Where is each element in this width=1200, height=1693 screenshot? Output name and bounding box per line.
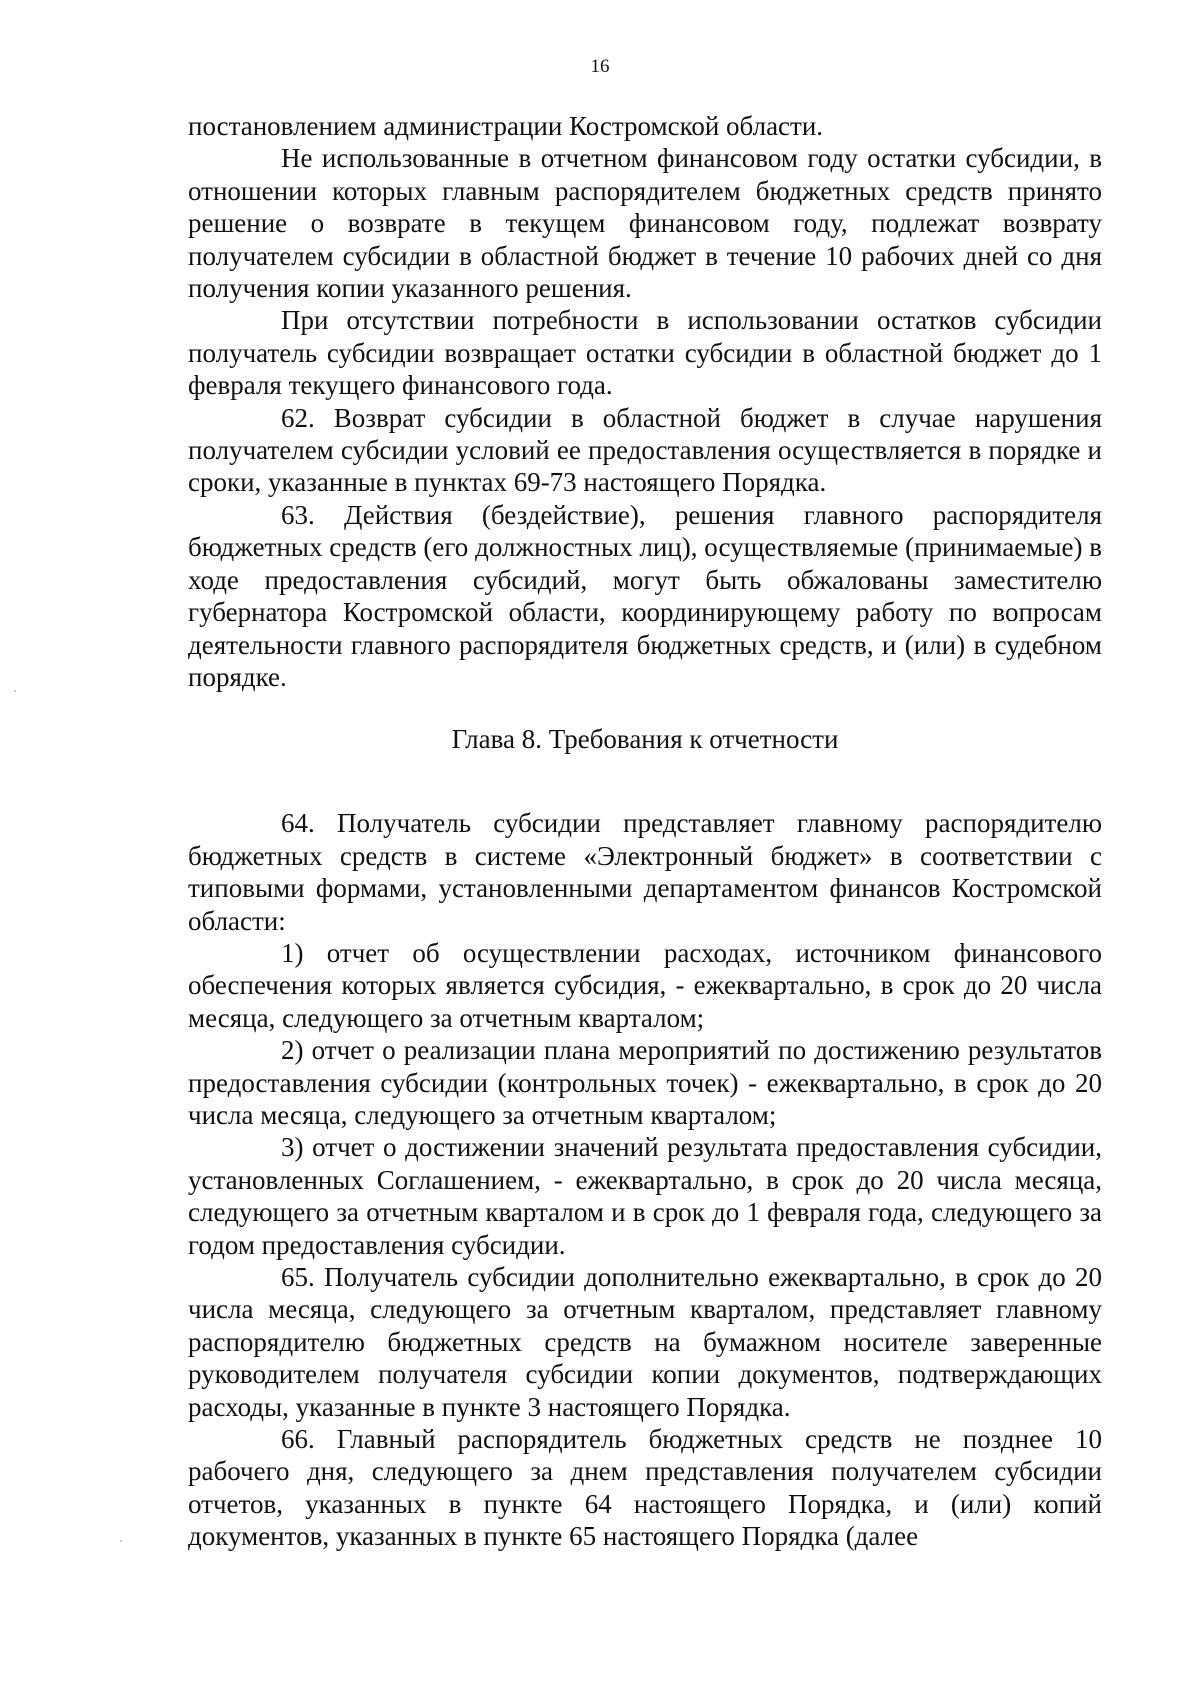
- paragraph-no-need: При отсутствии потребности в использовании остатков субсидии получатель субсидии возвращает остатки субсидии в областной бюджет до 1 февраля текущего финансового года.: [188, 305, 1102, 401]
- paragraph-64-item-2: 2) отчет о реализации плана мероприятий по достижению результатов предоставления субсидии (контрольных точек) - ежеквартально, в срок до 20 числа месяца, следующего за отчетным кварталом;: [188, 1035, 1102, 1130]
- paragraph-64-item-3: 3) отчет о достижении значений результата предоставления субсидии, установленных Соглашением, - ежеквартально, в срок до 20 числа месяца, следующего за отчетным кварталом и в срок до 1 февраля года, следующего за годом предоставления субсидии.: [188, 1132, 1102, 1260]
- paragraph-64: 64. Получатель субсидии представляет главному распорядителю бюджетных средств в системе «Электронный бюджет» в соответствии с типовыми формами, установленными департаментом финансов Костромской области:: [188, 808, 1102, 936]
- paragraph-64-item-1: 1) отчет об осуществлении расходах, источником финансового обеспечения которых является субсидия, - ежеквартально, в срок до 20 числа месяца, следующего за отчетным кварталом;: [188, 937, 1102, 1033]
- paragraph-66: 66. Главный распорядитель бюджетных средств не позднее 10 рабочего дня, следующего за днем представления получателем субсидии отчетов, указанных в пункте 64 настоящего Порядка, и (или) копий документов, указанных в пункте 65 настоящего Порядка (далее: [188, 1424, 1102, 1552]
- chapter-gap: [188, 763, 1102, 807]
- page-number: 16: [590, 56, 610, 77]
- chapter-8-heading: Глава 8. Требования к отчетности: [451, 724, 839, 755]
- paragraph-63: 63. Действия (бездействие), решения главного распорядителя бюджетных средств (его должностных лиц), осуществляемые (принимаемые) в ходе предоставления субсидий, могут быть обжалованы заместителю губернатора Костромской области, координирующему работу по вопросам деятельности главного распорядителя бюджетных средств, и (или) в судебном порядке.: [188, 499, 1102, 692]
- paragraph-unused-balance: Не использованные в отчетном финансовом году остатки субсидии, в отношении которых главным распорядителем бюджетных средств принято решение о возврате в текущем финансовом году, подлежат возврату получателем субсидии в областной бюджет в течение 10 рабочих дней со дня получения копии указанного решения.: [188, 143, 1102, 304]
- paragraph-intro: постановлением администрации Костромской области.: [188, 111, 824, 141]
- document-body: [188, 110, 1102, 1553]
- paragraph-62: 62. Возврат субсидии в областной бюджет в случае нарушения получателем субсидии условий ее предоставления осуществляется в порядке и сроки, указанные в пунктах 69-73 настоящего Порядка.: [188, 402, 1102, 498]
- scan-artifact: [14, 690, 16, 692]
- paragraph-65: 65. Получатель субсидии дополнительно ежеквартально, в срок до 20 числа месяца, следующего за отчетным кварталом, представляет главному распорядителю бюджетных средств на бумажном носителе заверенные руководителем получателя субсидии копии документов, подтверждающих расходы, указанные в пункте 3 настоящего Порядка.: [188, 1262, 1102, 1422]
- scan-artifact: [120, 1540, 122, 1542]
